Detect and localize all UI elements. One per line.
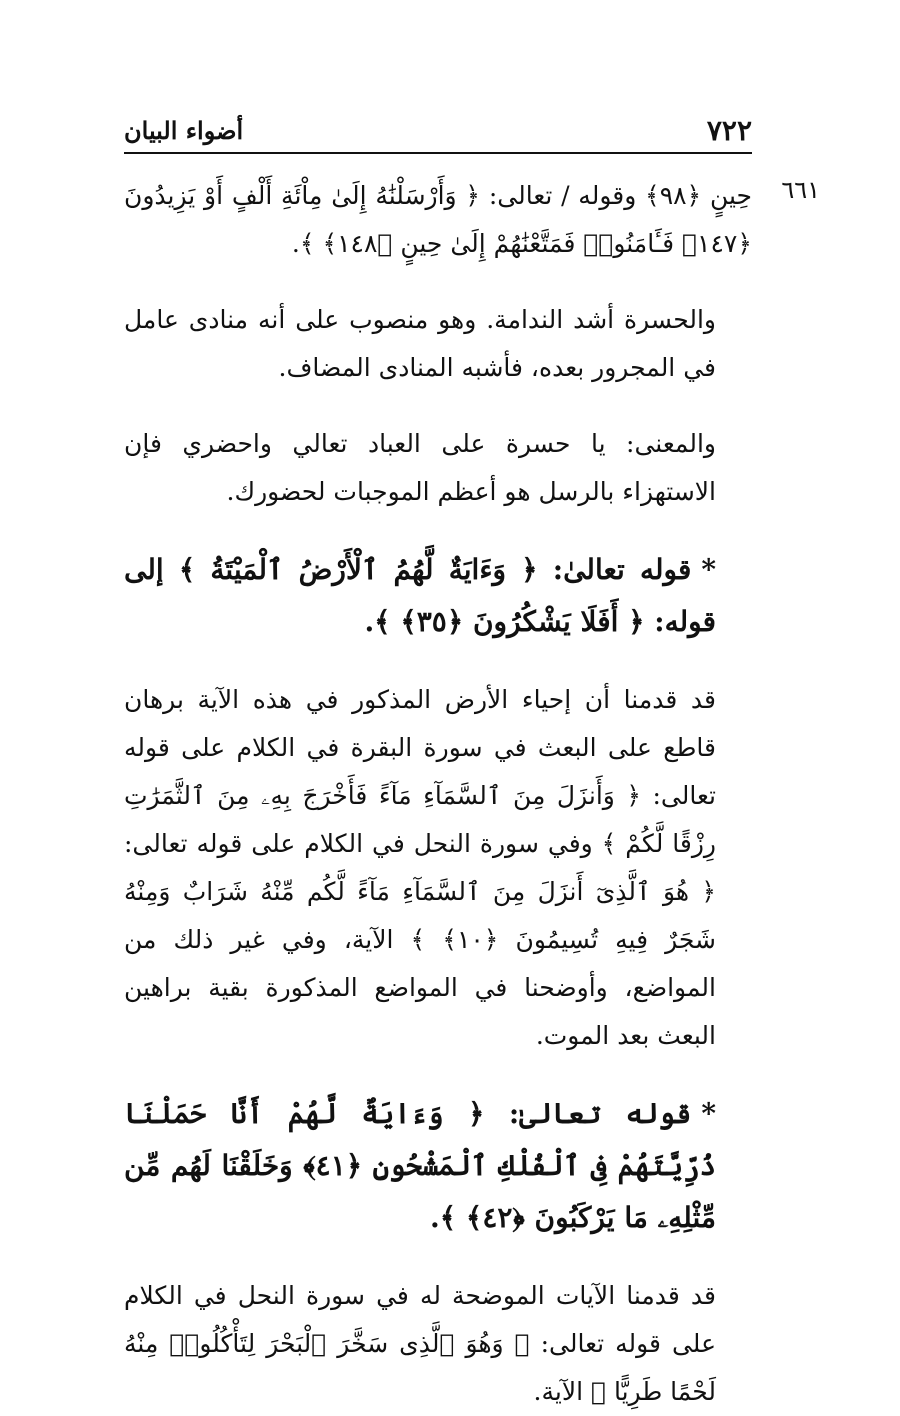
heading-1-text: قوله تعالىٰ: ﴿ وَءَايَةٌ لَّهُمُ ٱلْأَرْضُ ٱلْمَيْتَةُ ﴾ إلى قوله: ﴿ أَفَلَا يَشْكُرُونَ ﴿٣٥﴾ ﴾. [124,553,716,638]
page-header [124,112,752,148]
section-heading-2 [124,1088,752,1244]
header-divider [124,152,752,154]
paragraph-meaning: والمعنى: يا حسرة على العباد تعالي واحضري فإن الاستهزاء بالرسل هو أعظم الموجبات لحضورك. [124,429,716,506]
paragraph-verse-continuation: حِينٍ ﴿٩٨﴾ وقوله / تعالى: ﴿ وَأَرْسَلْنَٰهُ إِلَىٰ مِاْئَةِ أَلْفٍ أَوْ يَزِيدُونَ ﴿١٤٧﴾ فَـَٔامَنُوا۟ فَمَتَّعْنَٰهُمْ إِلَىٰ حِينٍ ﴿١٤٨﴾ ﴾. [124,181,752,258]
book-title: أضواء البيان [124,116,244,145]
paragraph-explanation: والحسرة أشد الندامة. وهو منصوب على أنه منادى عامل في المجرور بعده، فأشبه المنادى المضاف. [124,305,716,382]
page-body [124,164,752,1416]
paragraph-resurrection-proof: قد قدمنا أن إحياء الأرض المذكور في هذه الآية برهان قاطع على البعث في سورة البقرة في الكلام على قوله تعالى: ﴿ وَأَنزَلَ مِنَ ٱلسَّمَآءِ مَآءً فَأَخْرَجَ بِهِۦ مِنَ ٱلثَّمَرَٰتِ رِزْقًا لَّكُمْ ﴾ وفي سورة النحل في الكلام على قوله تعالى: ﴿ هُوَ ٱلَّذِىٓ أَنزَلَ مِنَ ٱلسَّمَآءِ مَآءً لَّكُم مِّنْهُ شَرَابٌ وَمِنْهُ شَجَرٌ فِيهِ تُسِيمُونَ ﴿١٠﴾ ﴾ الآية، وفي غير ذلك من المواضع، وأوضحنا في المواضع المذكورة بقية براهين البعث بعد الموت. [124,685,716,1050]
section-heading-1 [124,544,752,648]
page-number: ٧٢٢ [706,114,752,147]
margin-reference-number: ٦٦١ [781,176,820,204]
heading-star-icon: * [701,1097,716,1130]
heading-2-text: قوله تعالىٰ: ﴿ وَءَايَةٌ لَّهُمْ أَنَّا حَمَلْنَا ذُرِّيَّتَهُمْ فِى ٱلْفُلْكِ ٱلْمَشْحُونِ ﴿٤١﴾ وَخَلَقْنَا لَهُم مِّن مِّثْلِهِۦ مَا يَرْكَبُونَ ﴿٤٢﴾ ﴾. [124,1097,717,1234]
heading-star-icon: * [701,553,716,586]
paragraph-nahl-reference: قد قدمنا الآيات الموضحة له في سورة النحل في الكلام على قوله تعالى: ﴿ وَهُوَ ٱلَّذِى سَخَّرَ ٱلْبَحْرَ لِتَأْكُلُوا۟ مِنْهُ لَحْمًا طَرِيًّا ﴾ الآية. [124,1281,716,1406]
